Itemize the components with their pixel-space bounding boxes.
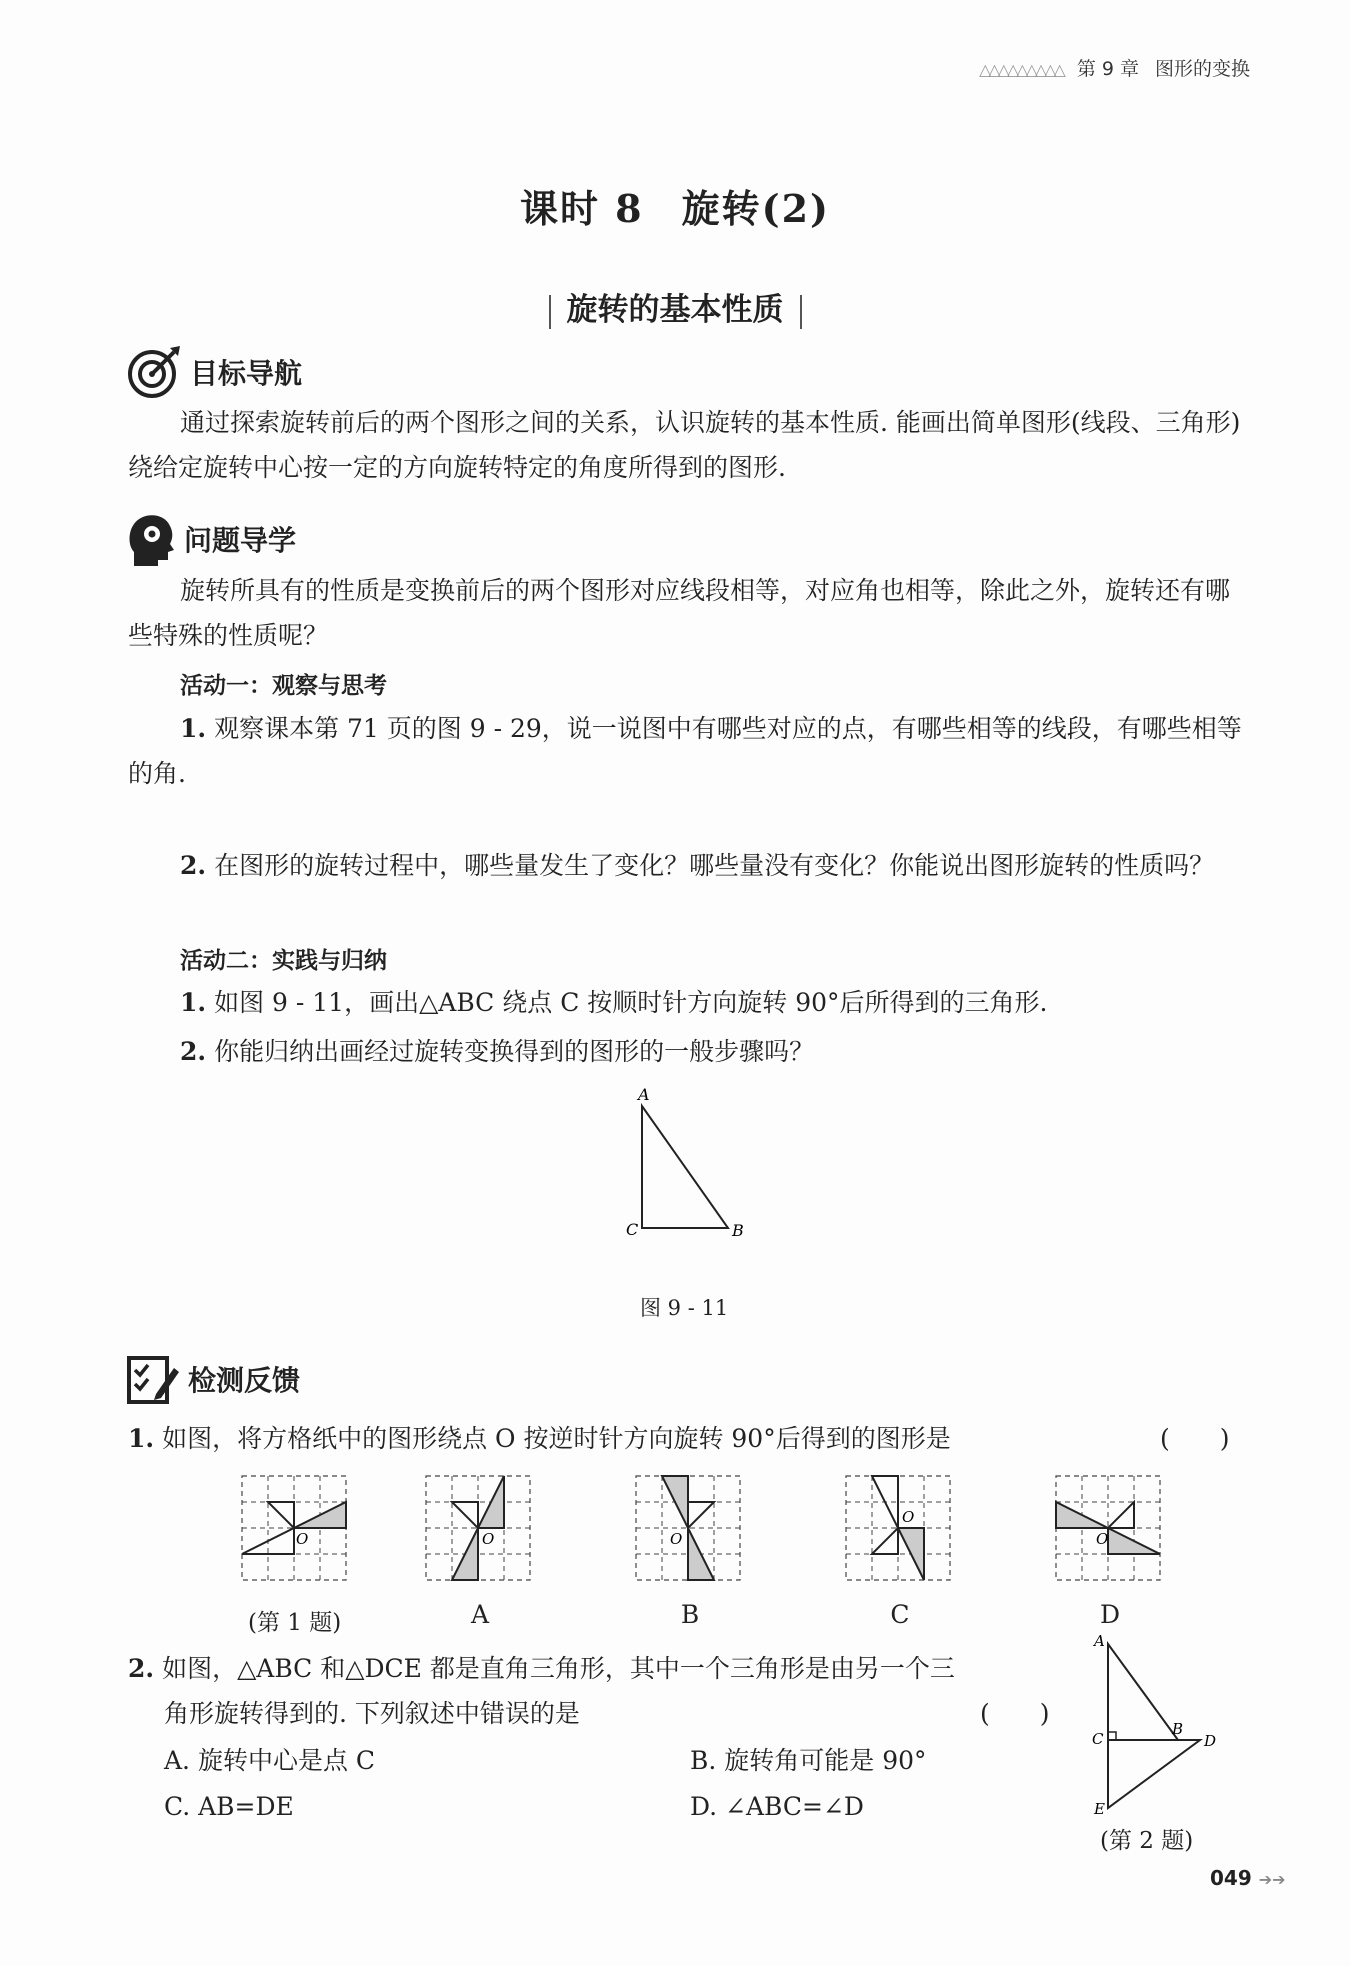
activity1-q1-number: 1. [180,714,207,743]
activity2-title: 活动二：实践与归纳 [180,948,387,974]
activity2-q2 [128,1029,1246,1074]
check-q1-answer-paren: ( ) [1160,1424,1230,1453]
q1-option-a-label: A [470,1600,490,1629]
section-subtitle [0,284,1350,329]
q1-option-d-figure [1056,1476,1160,1580]
q1-option-c-label: C [890,1600,910,1629]
activity1-q2-number: 2. [180,851,207,880]
arrow-right-icon: ➔➔ [1258,1870,1286,1889]
guide-intro: 旋转所具有的性质是变换前后的两个图形对应线段相等，对应角也相等，除此之外，旋转还有哪些特殊的性质呢？ [128,576,1231,650]
figure-9-11 [600,1080,760,1240]
check-q2-text1: 如图，△ABC 和△DCE 都是直角三角形，其中一个三角形是由另一个三 [162,1654,955,1683]
check-q1 [128,1416,1246,1461]
check-q2-answer-paren: ( ) [980,1699,1050,1728]
activity1-title: 活动一：观察与思考 [180,673,387,699]
page-number [1210,1866,1286,1890]
q2-label-d: D [1204,1732,1217,1750]
activity2-q1 [128,980,1246,1025]
subtitle-left-bar [549,295,551,329]
triangle-abc-q2 [1108,1644,1178,1740]
page-title [0,178,1350,233]
head-gear-icon [126,510,176,568]
target-icon [126,344,182,400]
chapter-title: 图形的变换 [1154,58,1250,80]
q1-grid-figures [240,1468,1180,1588]
q1-a-o-label: O [482,1530,495,1548]
activity2-q2-number: 2. [180,1037,207,1066]
activity2-q1-text: 如图 9 - 11，画出△ABC 绕点 C 按顺时针方向旋转 90°后所得到的三角形. [214,988,1048,1017]
check-q1-text: 如图，将方格纸中的图形绕点 O 按逆时针方向旋转 90°后得到的图形是 [162,1424,951,1453]
activity2-q1-number: 1. [180,988,207,1017]
subtitle-text: 旋转的基本性质 [566,292,784,328]
triangle-dce-q2 [1108,1740,1200,1808]
goal-text: 通过探索旋转前后的两个图形之间的关系，认识旋转的基本性质. 能画出简单图形(线段、三角形)绕给定旋转中心按一定的方向旋转特定的角度所得到的图形. [128,408,1241,482]
q2-figure-label: (第 2 题) [1100,1828,1194,1854]
subtitle-right-bar [800,295,802,329]
label-c: C [626,1220,639,1239]
goal-heading-text: 目标导航 [190,357,303,390]
q1-option-d-label: D [1099,1600,1121,1629]
q2-option-d: D. ∠ABC=∠D [690,1792,864,1821]
guide-heading [126,510,296,568]
check-q2-number: 2. [128,1654,155,1683]
check-heading [126,1352,300,1406]
check-heading-text: 检测反馈 [188,1364,301,1397]
mountain-decoration-icon: △△△△△△△△△ [979,60,1063,79]
q2-label-e: E [1094,1800,1105,1818]
lesson-topic: 旋转(2) [681,186,831,231]
q1-option-a-figure [426,1476,530,1580]
q2-triangle-figure [1080,1630,1230,1820]
q1-option-b-label: B [680,1600,700,1629]
goal-heading [126,344,302,400]
activity1-q2-text: 在图形的旋转过程中，哪些量发生了变化？哪些量没有变化？你能说出图形旋转的性质吗？ [214,851,1215,880]
q1-c-o-label: O [902,1508,915,1526]
check-q2-line2: 角形旋转得到的. 下列叙述中错误的是 [164,1699,580,1728]
triangle-abc [642,1106,728,1228]
q2-option-a: A. 旋转中心是点 C [164,1746,376,1775]
check-q1-number: 1. [128,1424,155,1453]
label-a: A [638,1085,650,1104]
lesson-number: 课时 8 [519,186,644,231]
activity1-q1 [128,706,1246,796]
q2-label-a: A [1094,1632,1105,1650]
guide-heading-text: 问题导学 [184,524,297,557]
running-header [979,54,1250,81]
activity1-q2 [128,843,1246,888]
q1-d-o-label: O [1096,1530,1109,1548]
page-number-text: 049 [1210,1866,1252,1890]
chapter-number: 第 9 章 [1076,58,1139,80]
check-q2-line1 [128,1646,1068,1691]
q1-option-c-figure [846,1476,950,1580]
activity1-q1-text: 观察课本第 71 页的图 9 - 29，说一说图中有哪些对应的点，有哪些相等的线段，有哪些相等的角. [128,714,1242,788]
activity2-q2-text: 你能归纳出画经过旋转变换得到的图形的一般步骤吗？ [214,1037,815,1066]
q2-option-c: C. AB=DE [164,1792,294,1821]
q1-option-b-figure [636,1476,740,1580]
q2-label-c: C [1092,1730,1104,1748]
figure-9-11-caption: 图 9 - 11 [640,1296,729,1320]
q1-original-figure [242,1476,346,1580]
checklist-pencil-icon [126,1352,180,1406]
q1-original-o-label: O [296,1530,309,1548]
q2-label-b: B [1172,1720,1184,1738]
q1-b-o-label: O [670,1530,683,1548]
q2-option-b: B. 旋转角可能是 90° [690,1746,927,1775]
label-b: B [732,1221,744,1240]
q1-figure-label: (第 1 题) [248,1610,342,1636]
